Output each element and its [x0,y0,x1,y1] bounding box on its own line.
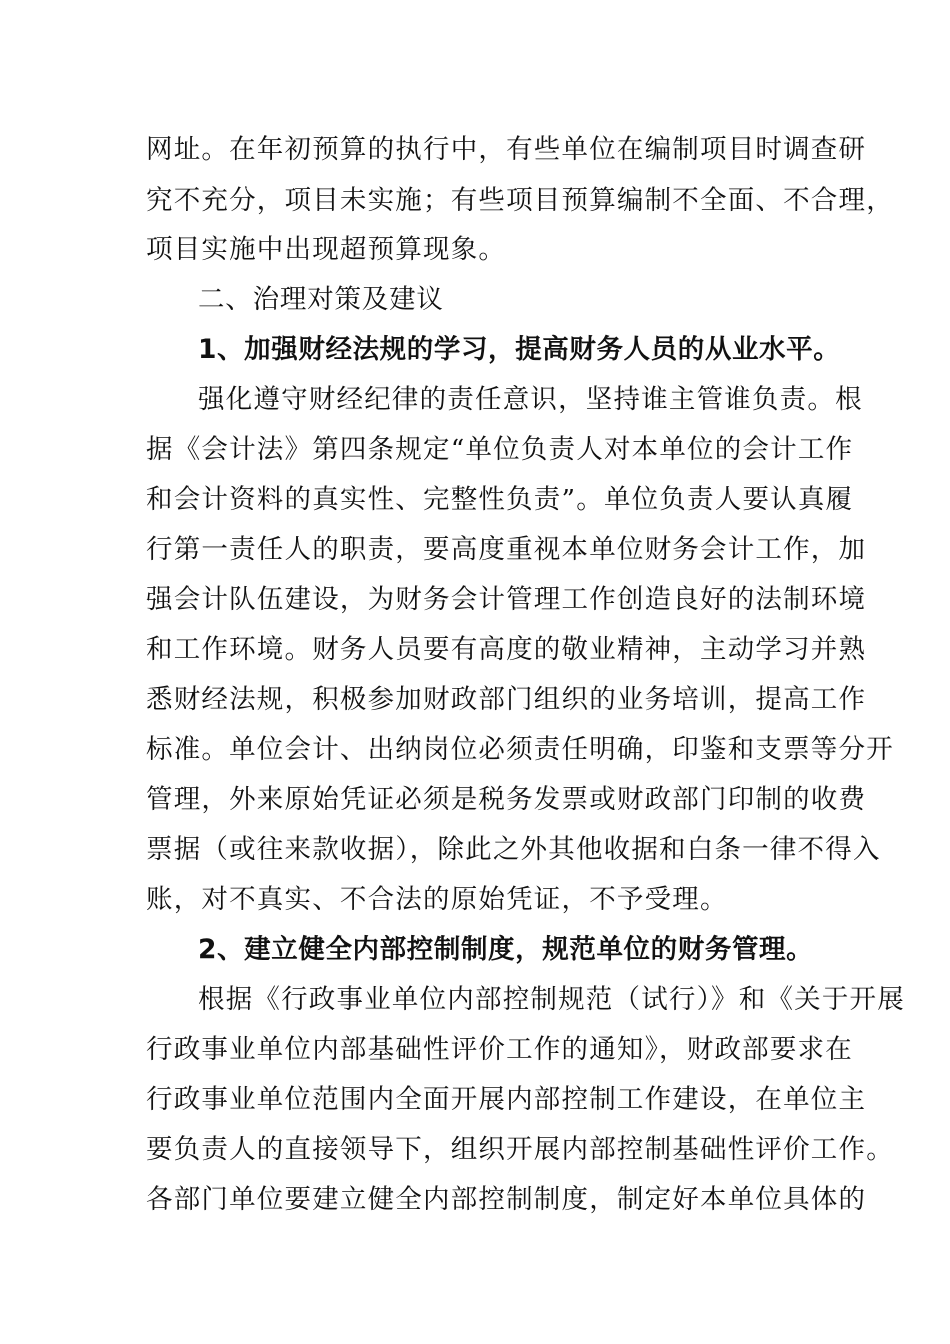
paragraph-line: 标准。单位会计、出纳岗位必须责任明确，印鉴和支票等分开 [146,734,894,765]
paragraph-line: 悉财经法规，积极参加财政部门组织的业务培训，提高工作 [146,684,867,715]
paragraph-line: 要负责人的直接领导下，组织开展内部控制基础性评价工作。 [146,1134,894,1165]
paragraph-line: 行政事业单位内部基础性评价工作的通知》，财政部要求在 [146,1034,853,1065]
paragraph-line: 账，对不真实、不合法的原始凭证，不予受理。 [146,884,728,915]
paragraph-line: 根据《行政事业单位内部控制规范（试行）》和《关于开展 [198,984,905,1015]
paragraph-line: 和工作环境。财务人员要有高度的敬业精神，主动学习并熟 [146,634,867,665]
subsection-heading-1: 1、加强财经法规的学习，提高财务人员的从业水平。 [198,334,841,365]
subsection-heading-2: 2、建立健全内部控制制度，规范单位的财务管理。 [198,934,814,965]
paragraph-line: 和会计资料的真实性、完整性负责”。单位负责人要认真履 [146,484,854,515]
paragraph-line: 强会计队伍建设，为财务会计管理工作创造良好的法制环境 [146,584,867,615]
paragraph-line: 各部门单位要建立健全内部控制制度，制定好本单位具体的 [146,1184,867,1215]
paragraph-line: 强化遵守财经纪律的责任意识，坚持谁主管谁负责。根 [198,384,863,415]
paragraph-line: 网址。在年初预算的执行中，有些单位在编制项目时调查研 [146,134,867,165]
paragraph-line: 项目实施中出现超预算现象。 [146,234,507,265]
paragraph-line: 行第一责任人的职责，要高度重视本单位财务会计工作，加 [146,534,867,565]
paragraph-line: 据《会计法》第四条规定“单位负责人对本单位的会计工作 [146,434,854,465]
paragraph-line: 管理，外来原始凭证必须是税务发票或财政部门印制的收费 [146,784,867,815]
paragraph-line: 行政事业单位范围内全面开展内部控制工作建设，在单位主 [146,1084,867,1115]
section-heading: 二、治理对策及建议 [198,284,444,315]
paragraph-line: 票据（或往来款收据），除此之外其他收据和白条一律不得入 [146,834,881,865]
paragraph-line: 究不充分，项目未实施；有些项目预算编制不全面、不合理， [146,185,894,216]
